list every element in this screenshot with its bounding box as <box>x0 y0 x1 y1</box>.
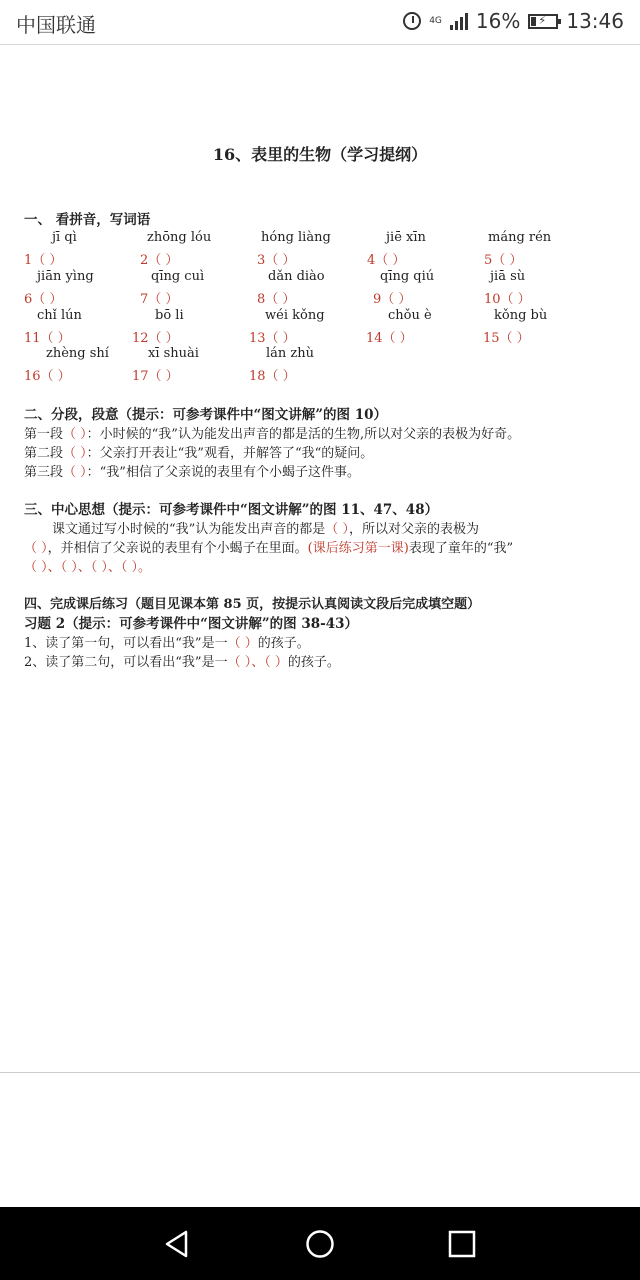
answer-blank[interactable]: （ ）、 <box>24 560 61 575</box>
answer-blank[interactable]: 13（ ） <box>249 331 296 346</box>
answer-blank[interactable]: （ ） <box>63 427 87 442</box>
paragraph-line: 课文通过写小时候的“我”认为能发出声音的都是（ ），所以对父亲的表极为 <box>52 522 479 537</box>
paragraph-line <box>24 556 151 575</box>
answer-blank[interactable]: 2（ ） <box>140 253 179 268</box>
signal-icon <box>450 12 468 30</box>
answer-blank[interactable]: 15（ ） <box>483 331 530 346</box>
answer-blank[interactable]: （ ） <box>325 522 349 537</box>
answer-blank[interactable]: （ ） <box>63 465 87 480</box>
pinyin: bō li <box>155 308 184 323</box>
question-line: 1、读了第一句，可以看出“我”是一（ ）的孩子。 <box>24 636 310 651</box>
answer-blank[interactable]: 10（ ） <box>484 292 531 307</box>
pinyin: qīng qiú <box>380 269 435 284</box>
answer-blank[interactable]: 4（ ） <box>367 253 406 268</box>
section4-heading: 四、完成课后练习（题目见课本第 85 页，按提示认真阅读文段后完成填空题） <box>24 597 481 612</box>
pinyin: chǐ lún <box>37 308 82 323</box>
answer-blank[interactable]: 3（ ） <box>257 253 296 268</box>
answer-blank[interactable]: （ ） <box>24 541 48 556</box>
answer-blank[interactable]: 14（ ） <box>366 331 413 346</box>
clock: 13:46 <box>566 9 624 33</box>
status-bar <box>0 0 640 45</box>
pinyin: lán zhù <box>266 346 315 361</box>
recent-apps-icon[interactable] <box>447 1229 477 1259</box>
answer-blank[interactable]: 12（ ） <box>132 331 179 346</box>
answer-blank[interactable]: 7（ ） <box>140 292 179 307</box>
section1-heading: 一、 看拼音，写词语 <box>24 212 151 228</box>
answer-blank[interactable]: 1（ ） <box>24 253 63 268</box>
answer-blank[interactable]: 9（ ） <box>373 292 412 307</box>
question-line: 2、读了第二句，可以看出“我”是一（ ）、（ ）的孩子。 <box>24 655 340 670</box>
answer-blank[interactable]: 11（ ） <box>24 331 71 346</box>
navigation-bar <box>0 1207 640 1280</box>
pinyin: jiān yìng <box>37 269 94 284</box>
answer-blank[interactable]: 6（ ） <box>24 292 63 307</box>
paragraph-line: 第一段（ ）：小时候的“我”认为能发出声音的都是活的生物,所以对父亲的表极为好奇。 <box>24 427 521 442</box>
answer-blank[interactable]: （ ） <box>227 636 258 651</box>
back-icon[interactable] <box>162 1229 192 1259</box>
alarm-icon <box>403 12 421 30</box>
pinyin: hóng liàng <box>261 230 331 245</box>
pinyin: zhōng lóu <box>147 230 212 245</box>
document-page[interactable] <box>0 44 640 1072</box>
carrier-name: 中国联通 <box>16 13 96 37</box>
pinyin: zhèng shí <box>46 346 109 361</box>
pinyin: jiā sù <box>490 269 526 284</box>
answer-blank[interactable]: （ ）、 <box>227 655 265 670</box>
pinyin: jī qì <box>52 230 77 245</box>
answer-blank[interactable]: （ ）、 <box>60 560 91 575</box>
pinyin: kǒng bù <box>494 308 548 323</box>
paragraph-line: 第三段（ ）：“我”相信了父亲说的表里有个小蝎子这件事。 <box>24 465 360 480</box>
home-icon[interactable] <box>305 1229 335 1259</box>
answer-blank[interactable]: 8（ ） <box>257 292 296 307</box>
paragraph-line: （ ），并相信了父亲说的表里有个小蝎子在里面。(课后练习第一课)表现了童年的“我” <box>24 541 514 556</box>
answer-blank[interactable]: 16（ ） <box>24 369 71 384</box>
section3-heading: 三、中心思想（提示：可参考课件中“图文讲解”的图 11、47、48） <box>24 502 439 518</box>
page-divider <box>0 1072 640 1073</box>
network-type-icon: 4G <box>429 15 442 26</box>
pinyin: qīng cuì <box>151 269 205 284</box>
section2-heading: 二、分段，段意（提示：可参考课件中“图文讲解”的图 10） <box>24 407 388 423</box>
pinyin: wéi kǒng <box>265 308 325 323</box>
pinyin: xī shuài <box>148 346 199 361</box>
answer-blank[interactable]: 18（ ） <box>249 369 296 384</box>
pinyin: dǎn diào <box>268 269 325 284</box>
hint-text: (课后练习第一课) <box>307 541 409 556</box>
answer-blank[interactable]: （ ） <box>264 655 288 670</box>
answer-blank[interactable]: （ ） <box>63 446 87 461</box>
answer-blank[interactable]: 5（ ） <box>484 253 523 268</box>
battery-icon: ⚡ <box>528 14 558 29</box>
pinyin: máng rén <box>488 230 552 245</box>
exercise-subheading: 习题 2（提示：可参考课件中“图文讲解”的图 38-43） <box>24 616 358 632</box>
pinyin: jiē xīn <box>386 230 426 245</box>
battery-percent: 16% <box>475 9 521 33</box>
pinyin: chǒu è <box>388 308 432 323</box>
answer-blank[interactable]: 17（ ） <box>132 369 179 384</box>
answer-blank[interactable]: （ ）、 <box>90 560 121 575</box>
answer-blank[interactable]: （ ）。 <box>120 560 152 575</box>
paragraph-line: 第二段（ ）：父亲打开表让“我”观看，并解答了“我“的疑问。 <box>24 446 374 461</box>
document-title: 16、表里的生物（学习提纲） <box>212 145 428 164</box>
